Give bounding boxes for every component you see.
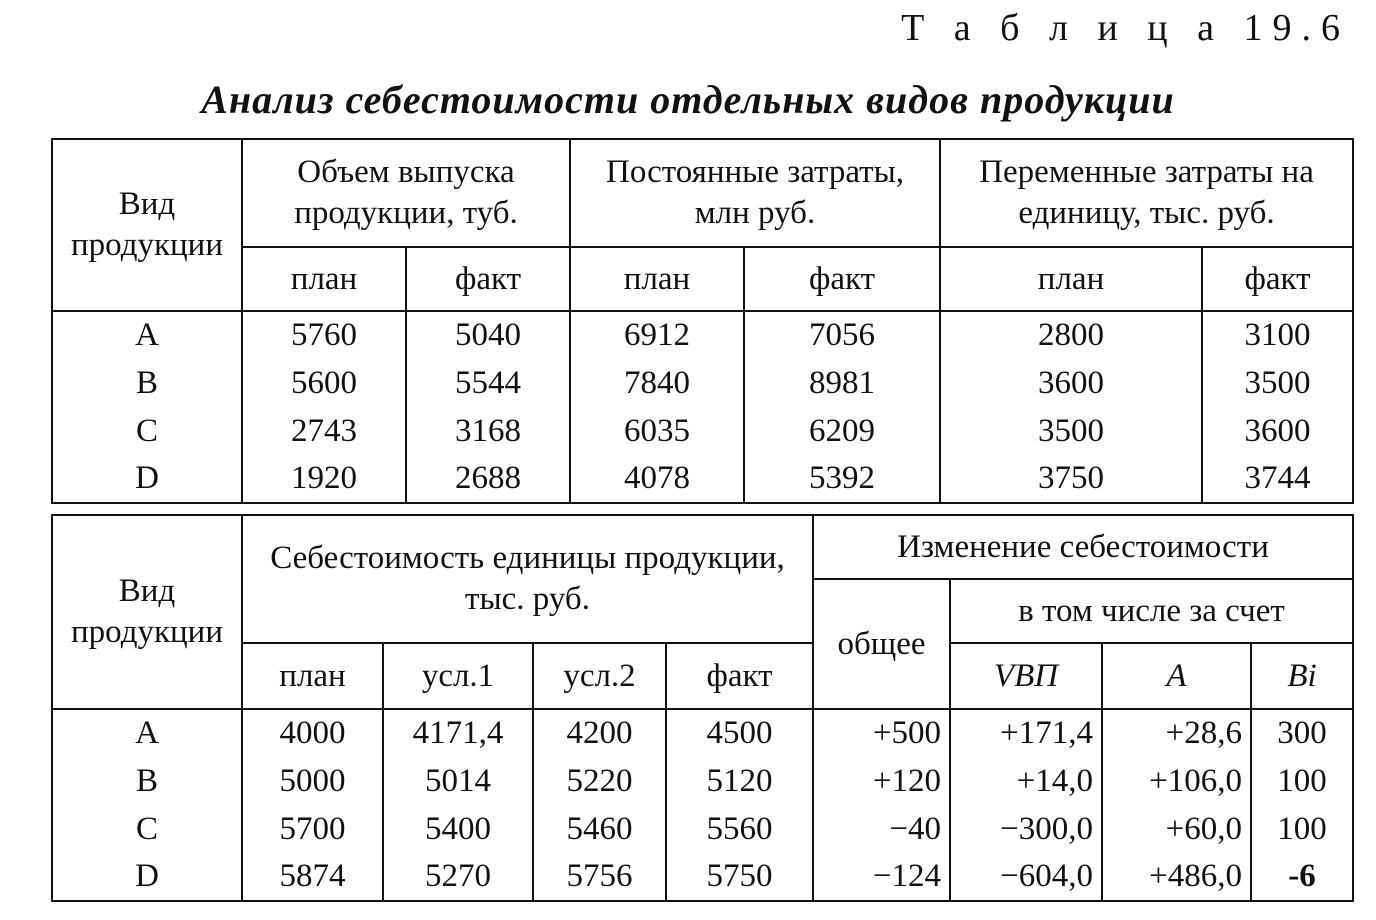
value-cell: 5756 (533, 853, 666, 901)
table-number: Т а б л и ц а 19.6 (901, 7, 1350, 49)
value-cell: 3500 (1202, 359, 1353, 407)
value-cell: 100 (1251, 805, 1353, 853)
value-cell: 5120 (666, 757, 813, 805)
fact-header: факт (406, 247, 570, 311)
product-cell: C (52, 805, 242, 853)
product-cell: A (52, 709, 242, 757)
cond1-header: усл.1 (383, 643, 533, 709)
value-cell: 4500 (666, 709, 813, 757)
value-cell: 5400 (383, 805, 533, 853)
fact-header: факт (744, 247, 940, 311)
value-cell: 1920 (242, 455, 406, 503)
value-cell: 5040 (406, 311, 570, 359)
value-cell: 5270 (383, 853, 533, 901)
product-cell: D (52, 853, 242, 901)
value-cell: 4078 (570, 455, 744, 503)
value-cell: +14,0 (950, 757, 1102, 805)
table-row (52, 805, 1353, 853)
value-cell: 5560 (666, 805, 813, 853)
value-cell: 5874 (242, 853, 383, 901)
product-cell: C (52, 407, 242, 455)
cond2-header: усл.2 (533, 643, 666, 709)
value-cell: 3500 (940, 407, 1202, 455)
product-cell: B (52, 757, 242, 805)
value-cell: −300,0 (950, 805, 1102, 853)
product-cell: B (52, 359, 242, 407)
value-cell: -6 (1251, 853, 1353, 901)
value-cell: 4000 (242, 709, 383, 757)
value-cell: +60,0 (1102, 805, 1251, 853)
table-row (52, 757, 1353, 805)
value-cell: 100 (1251, 757, 1353, 805)
value-cell: +500 (813, 709, 950, 757)
value-cell: 5392 (744, 455, 940, 503)
value-cell: 6912 (570, 311, 744, 359)
value-cell: 5000 (242, 757, 383, 805)
value-cell: 5600 (242, 359, 406, 407)
variable-costs-header: Переменные затраты на единицу, тыс. руб. (940, 139, 1353, 247)
value-cell: 6035 (570, 407, 744, 455)
bi-header: Bi (1251, 643, 1353, 709)
fact-header: факт (1202, 247, 1353, 311)
value-cell: −604,0 (950, 853, 1102, 901)
value-cell: 3744 (1202, 455, 1353, 503)
unit-cost-header: Себестоимость единицы продукции, тыс. руб. (242, 515, 813, 643)
value-cell: 5460 (533, 805, 666, 853)
table-row (52, 359, 1353, 407)
value-cell: 6209 (744, 407, 940, 455)
value-cell: +106,0 (1102, 757, 1251, 805)
value-cell: +28,6 (1102, 709, 1251, 757)
value-cell: 4200 (533, 709, 666, 757)
a-header: A (1102, 643, 1251, 709)
plan-header: план (242, 643, 383, 709)
product-cell: A (52, 311, 242, 359)
value-cell: +120 (813, 757, 950, 805)
page-title: Анализ себестоимости отдельных видов продукции (201, 77, 1175, 122)
value-cell: 5750 (666, 853, 813, 901)
plan-header: план (940, 247, 1202, 311)
value-cell: 7056 (744, 311, 940, 359)
product-cell: D (52, 455, 242, 503)
value-cell: 8981 (744, 359, 940, 407)
plan-header: план (570, 247, 744, 311)
cost-analysis-table (51, 514, 1354, 902)
plan-header: план (242, 247, 406, 311)
value-cell: 2800 (940, 311, 1202, 359)
table-row (52, 455, 1353, 503)
source-data-table (51, 138, 1354, 504)
value-cell: 5700 (242, 805, 383, 853)
table-row (52, 407, 1353, 455)
value-cell: +171,4 (950, 709, 1102, 757)
value-cell: 2688 (406, 455, 570, 503)
vvp-header: VВП (950, 643, 1102, 709)
table-row (52, 853, 1353, 901)
value-cell: 300 (1251, 709, 1353, 757)
value-cell: 2743 (242, 407, 406, 455)
including-header: в том числе за счет (950, 579, 1353, 643)
value-cell: 5014 (383, 757, 533, 805)
value-cell: −124 (813, 853, 950, 901)
value-cell: 3600 (1202, 407, 1353, 455)
cost-change-header: Изменение себестоимости (813, 515, 1353, 579)
value-cell: −40 (813, 805, 950, 853)
product-type-header: Вид продукции (52, 515, 242, 709)
value-cell: 5220 (533, 757, 666, 805)
table-row (52, 709, 1353, 757)
value-cell: 3168 (406, 407, 570, 455)
value-cell: 3750 (940, 455, 1202, 503)
value-cell: 7840 (570, 359, 744, 407)
value-cell: 3100 (1202, 311, 1353, 359)
table-row (52, 311, 1353, 359)
fixed-costs-header: Постоянные затраты, млн руб. (570, 139, 940, 247)
value-cell: 5760 (242, 311, 406, 359)
fact-header: факт (666, 643, 813, 709)
product-type-header: Вид продукции (52, 139, 242, 311)
total-change-header: общее (813, 579, 950, 709)
value-cell: 3600 (940, 359, 1202, 407)
value-cell: +486,0 (1102, 853, 1251, 901)
output-volume-header: Объем выпуска продукции, туб. (242, 139, 570, 247)
value-cell: 5544 (406, 359, 570, 407)
value-cell: 4171,4 (383, 709, 533, 757)
